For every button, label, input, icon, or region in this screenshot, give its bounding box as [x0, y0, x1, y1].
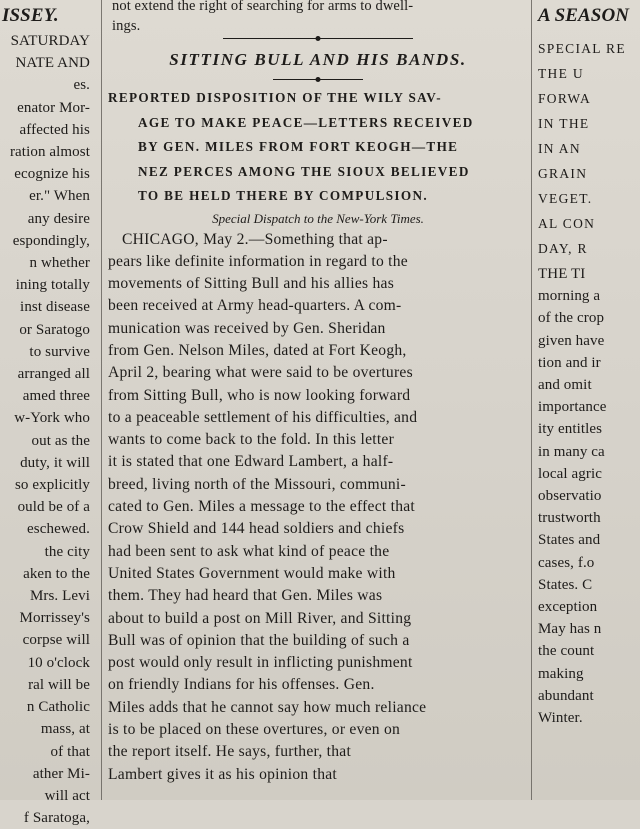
right-column	[534, 0, 640, 800]
text-line: cated to Gen. Miles a message to the effect that	[108, 498, 416, 516]
text-line: about to build a post on Mill River, and Sitting	[108, 609, 412, 627]
column-divider	[531, 0, 532, 800]
text-line: GRAIN	[538, 166, 588, 181]
text-line: aken to the	[23, 565, 90, 582]
text-line: SPECIAL RE	[538, 41, 626, 56]
column-divider	[101, 0, 102, 800]
text-line: making	[538, 665, 584, 682]
text-line: the city	[44, 543, 90, 560]
text-line: been received at Army head-quarters. A com-	[108, 297, 402, 315]
text-line: in many ca	[538, 443, 605, 460]
text-line: to a peaceable settlement of his difficulties, and	[108, 408, 418, 426]
text-line: VEGET.	[538, 191, 593, 206]
text-line: so explicitly	[14, 477, 90, 494]
text-line: importance	[538, 399, 607, 416]
subhead-line: BY GEN. MILES FROM FORT KEOGH—THE	[138, 139, 459, 154]
text-line: f Saratoga,	[23, 810, 90, 827]
text-line: THE U	[538, 66, 584, 81]
right-column-heading: A SEASON	[538, 5, 630, 26]
text-line: SATURDAY	[10, 33, 90, 49]
text-line: exception	[538, 599, 598, 616]
text-line: from Sitting Bull, who is now looking forward	[108, 386, 411, 404]
text-line: local agric	[538, 465, 602, 482]
text-line: inst disease	[20, 299, 90, 316]
left-column	[0, 0, 96, 827]
text-line: ather Mi-	[32, 765, 90, 782]
ornamental-rule	[223, 38, 413, 39]
text-line: IN THE	[538, 116, 590, 131]
text-line: post would only result in inflicting punishment	[108, 654, 413, 672]
text-line: Crow Shield and 144 head soldiers and chiefs	[108, 520, 405, 538]
text-line: any desire	[27, 210, 90, 227]
text-line: mass, at	[40, 721, 90, 738]
text-line: ecognize his	[14, 166, 90, 183]
text-line: United States Government would make with	[108, 564, 396, 582]
text-line: ral will be	[28, 676, 90, 693]
text-line: to survive	[29, 343, 90, 360]
text-line: it is stated that one Edward Lambert, a half-	[108, 453, 394, 471]
text-line: arranged all	[17, 366, 90, 383]
text-line: the report itself. He says, further, that	[108, 743, 352, 761]
text-line: out as the	[31, 432, 90, 449]
text-line: is to be placed on these overtures, or even on	[108, 721, 401, 739]
subhead-line: REPORTED DISPOSITION OF THE WILY SAV-	[108, 90, 442, 105]
article-body	[108, 229, 528, 786]
text-line: Winter.	[538, 710, 583, 727]
text-line: them. They had heard that Gen. Miles was	[108, 587, 383, 605]
subhead-line: NEZ PERCES AMONG THE SIOUX BELIEVED	[138, 163, 470, 179]
text-line: amed three	[22, 388, 90, 405]
text-line: Bull was of opinion that the building of such a	[108, 631, 410, 649]
subhead-line: TO BE HELD THERE BY COMPULSION.	[138, 188, 429, 203]
text-line: n Catholic	[26, 699, 90, 716]
article-column	[108, 0, 528, 800]
text-line: 10 o'clock	[27, 654, 90, 671]
text-line: movements of Sitting Bull and his allies has	[108, 275, 395, 293]
text-line: munication was received by Gen. Sheridan	[108, 319, 386, 337]
text-line: wants to come back to the fold. In this letter	[108, 431, 395, 449]
subhead-line: AGE TO MAKE PEACE—LETTERS RECEIVED	[138, 114, 474, 130]
text-line: n whether	[29, 255, 90, 272]
dispatch-credit: Special Dispatch to the New-York Times.	[212, 210, 424, 226]
text-line: CHICAGO, May 2.—Something that ap-	[122, 230, 388, 248]
text-line: affected his	[19, 121, 90, 138]
left-column-heading: ISSEY.	[2, 5, 59, 26]
ornamental-rule	[273, 79, 363, 80]
text-line: corpse will	[22, 632, 90, 649]
text-line: pears like definite information in regard to the	[108, 252, 408, 270]
text-line: morning a	[538, 288, 601, 305]
text-line: and omit	[538, 377, 592, 394]
left-column-text	[0, 30, 96, 829]
preceding-article-tail	[108, 0, 528, 36]
text-line: DAY, R	[538, 241, 588, 256]
text-line: eschewed.	[27, 521, 90, 538]
text-line: May has n	[538, 621, 602, 638]
article-subheading	[108, 86, 528, 209]
text-line: the count	[538, 643, 595, 660]
text-line: es.	[73, 77, 90, 94]
text-line: ration almost	[9, 144, 90, 161]
text-line: w-York who	[14, 410, 90, 427]
text-line: duty, it will	[20, 454, 90, 471]
text-line: Mrs. Levi	[29, 588, 90, 605]
text-line: er." When	[29, 188, 90, 205]
text-line: of that	[50, 743, 90, 760]
text-line: ould be of a	[17, 499, 90, 516]
text-line: trustworth	[538, 510, 601, 527]
text-line: will act	[44, 787, 90, 804]
text-line: AL CON	[538, 216, 596, 231]
text-line: States and	[538, 532, 601, 549]
text-line: States. C	[538, 576, 593, 593]
article-headline: SITTING BULL AND HIS BANDS.	[169, 50, 467, 69]
text-line: ining totally	[15, 277, 90, 294]
text-line: from Gen. Nelson Miles, dated at Fort Keogh,	[108, 341, 407, 359]
text-line: on friendly Indians for his offenses. Gen.	[108, 676, 375, 694]
text-line: tion and ir	[538, 354, 601, 371]
text-line: NATE AND	[15, 55, 90, 72]
text-line: Morrissey's	[19, 610, 90, 627]
text-line: had been sent to ask what kind of peace the	[108, 542, 390, 560]
text-line: FORWA	[538, 91, 592, 106]
text-line: enator Mor-	[17, 99, 90, 116]
text-line: of the crop	[538, 310, 605, 327]
text-line: cases, f.o	[538, 554, 595, 571]
text-line: ings.	[112, 18, 141, 34]
right-column-subheading	[534, 36, 640, 261]
text-line: Miles adds that he cannot say how much reliance	[108, 698, 427, 716]
text-line: Lambert gives it as his opinion that	[108, 765, 338, 783]
text-line: April 2, bearing what were said to be overtures	[108, 364, 413, 382]
text-line: ity entitles	[538, 421, 603, 438]
text-line: abundant	[538, 687, 594, 704]
text-line: given have	[538, 332, 605, 349]
text-line: or Saratogo	[19, 321, 90, 338]
text-line: breed, living north of the Missouri, communi-	[108, 475, 406, 493]
text-line: espondingly,	[12, 232, 90, 249]
text-line: observatio	[538, 488, 602, 505]
text-line: IN AN	[538, 141, 581, 156]
right-column-text	[534, 263, 640, 729]
text-line: THE TI	[538, 266, 586, 282]
text-line: not extend the right of searching for arms to dwell-	[112, 0, 414, 14]
